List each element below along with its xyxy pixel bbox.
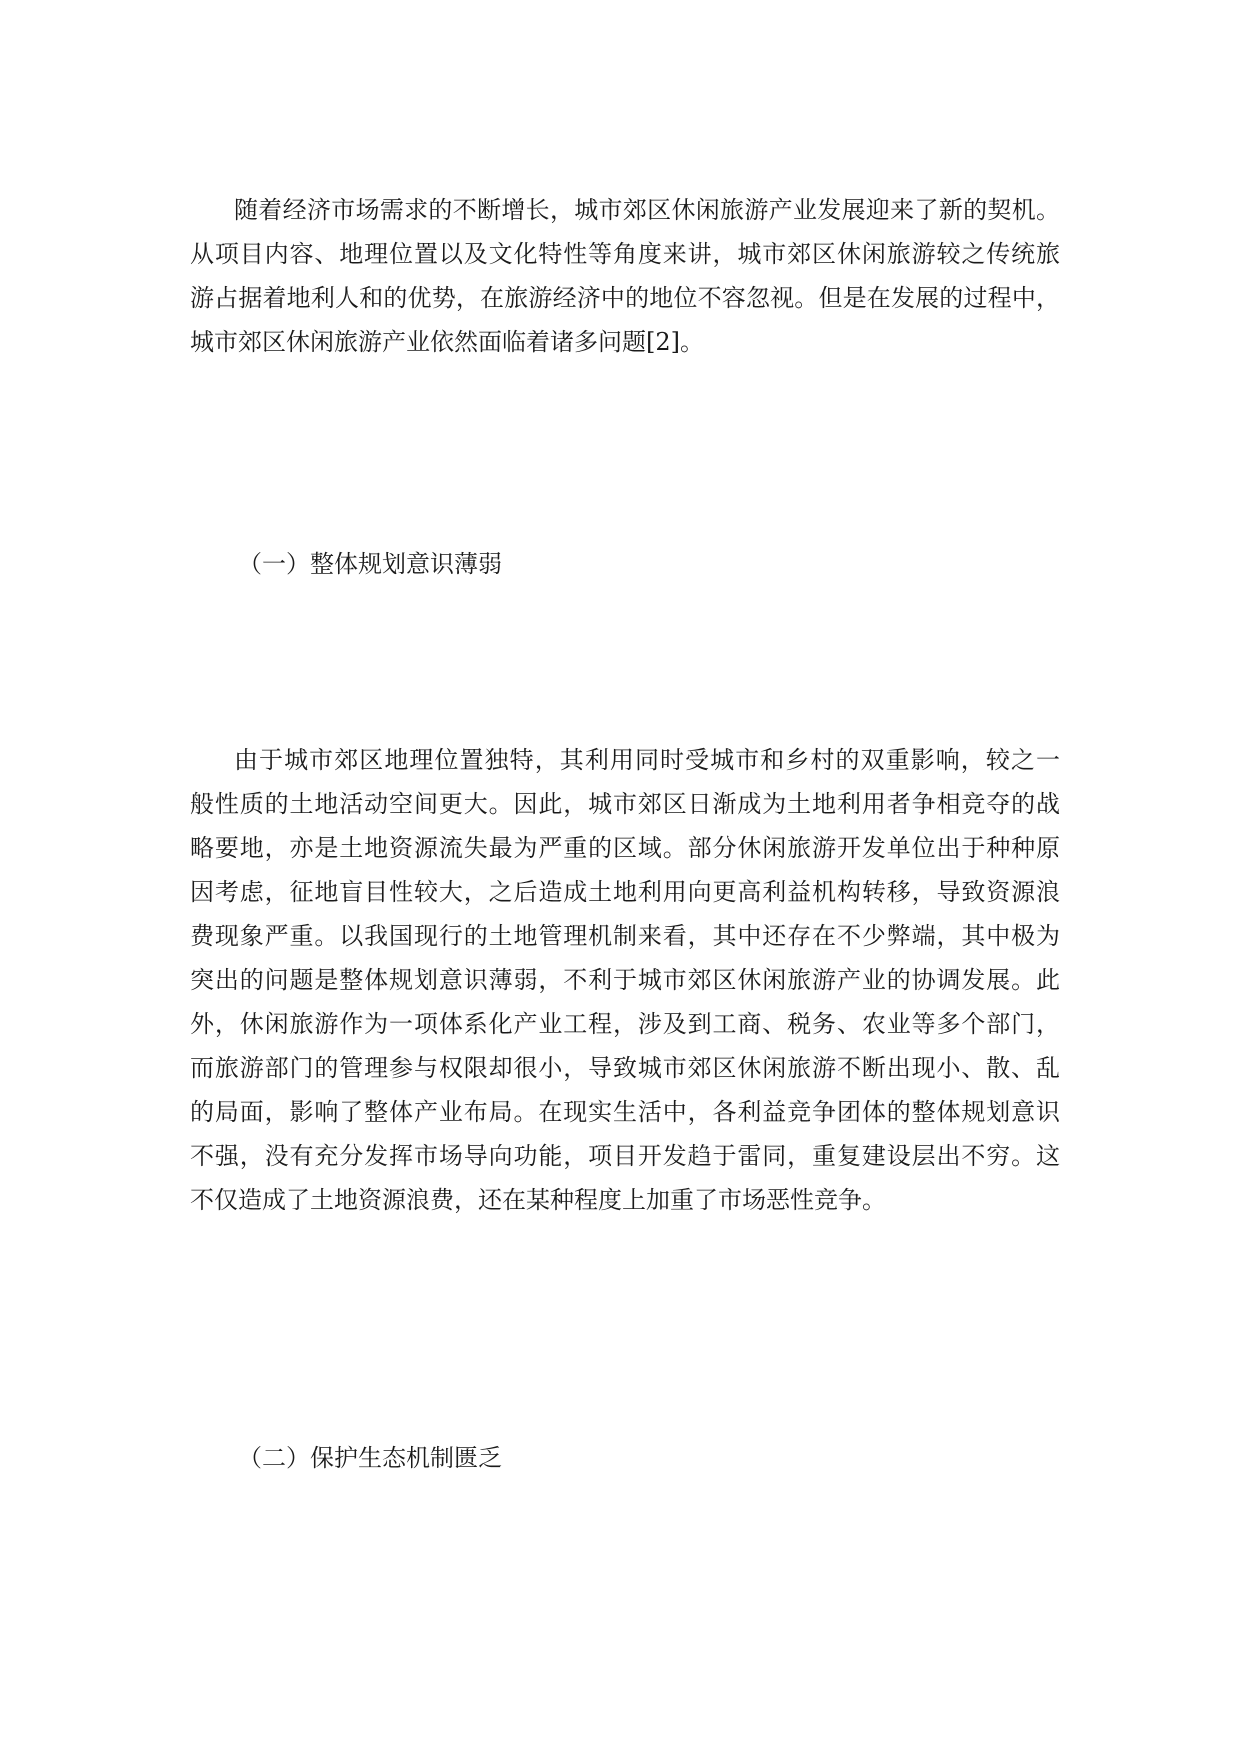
paragraph-line: 的局面，影响了整体产业布局。在现实生活中，各利益竞争团体的整体规划意识	[190, 1098, 1060, 1126]
paragraph-line: 不强，没有充分发挥市场导向功能，项目开发趋于雷同，重复建设层出不穷。这	[190, 1142, 1060, 1170]
paragraph-intro	[190, 188, 1060, 364]
paragraph-line: 费现象严重。以我国现行的土地管理机制来看，其中还存在不少弊端，其中极为	[190, 922, 1060, 950]
paragraph-line: 城市郊区休闲旅游产业依然面临着诸多问题[2]。	[190, 328, 704, 356]
paragraph-line: 而旅游部门的管理参与权限却很小，导致城市郊区休闲旅游不断出现小、散、乱	[190, 1054, 1060, 1082]
section-heading-2: （二）保护生态机制匮乏	[238, 1444, 502, 1472]
paragraph-line: 外，休闲旅游作为一项体系化产业工程，涉及到工商、税务、农业等多个部门，	[190, 1010, 1060, 1038]
paragraph-line: 略要地，亦是土地资源流失最为严重的区域。部分休闲旅游开发单位出于种种原	[190, 834, 1060, 862]
paragraph-line: 不仅造成了土地资源浪费，还在某种程度上加重了市场恶性竞争。	[190, 1186, 886, 1214]
paragraph-line: 随着经济市场需求的不断增长，城市郊区休闲旅游产业发展迎来了新的契机。	[234, 196, 1060, 224]
paragraph-line: 般性质的土地活动空间更大。因此，城市郊区日渐成为土地利用者争相竞夺的战	[190, 790, 1060, 818]
paragraph-line: 由于城市郊区地理位置独特，其利用同时受城市和乡村的双重影响，较之一	[234, 746, 1060, 774]
paragraph-line: 因考虑，征地盲目性较大，之后造成土地利用向更高利益机构转移，导致资源浪	[190, 878, 1060, 906]
paragraph-line: 游占据着地利人和的优势，在旅游经济中的地位不容忽视。但是在发展的过程中，	[190, 284, 1060, 312]
paragraph-line: 突出的问题是整体规划意识薄弱，不利于城市郊区休闲旅游产业的协调发展。此	[190, 966, 1060, 994]
paragraph-line: 从项目内容、地理位置以及文化特性等角度来讲，城市郊区休闲旅游较之传统旅	[190, 240, 1060, 268]
section-heading-1: （一）整体规划意识薄弱	[238, 550, 502, 578]
paragraph-section-1	[190, 738, 1060, 1222]
